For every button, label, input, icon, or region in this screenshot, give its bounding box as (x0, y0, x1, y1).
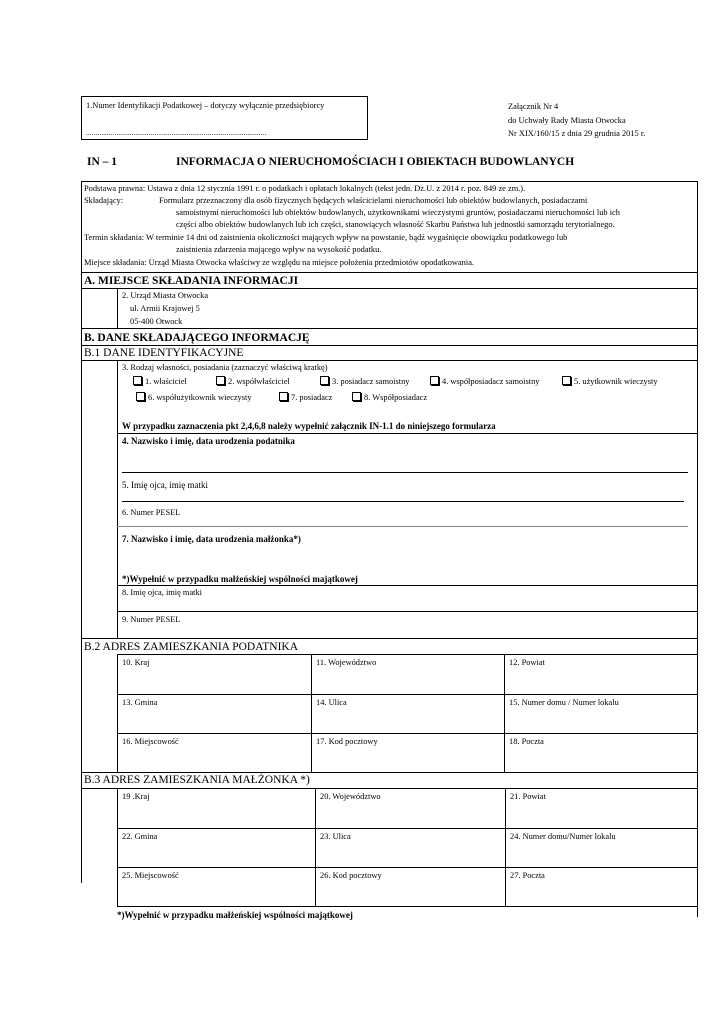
nip-box (81, 96, 368, 140)
field-4-input[interactable] (122, 472, 688, 473)
field-country[interactable]: 10. Kraj (122, 658, 150, 667)
frame-left (81, 181, 82, 883)
column-divider (504, 654, 505, 772)
spouse-field-voivodeship[interactable]: 20. Województwo (320, 792, 381, 801)
field-7-label: 7. Nazwisko i imię, data urodzenia małżonka*) (122, 534, 301, 544)
field-town[interactable]: 16. Miejscowość (122, 737, 179, 746)
option-label: 6. współużytkownik wieczysty (148, 393, 252, 402)
ownership-option-2[interactable] (216, 376, 290, 388)
legal-basis: Podstawa prawna: Ustawa z dnia 12 stycznia 1991 r. o podatkach i opłatach lokalnych (tekst jedn. Dz.U. z 2014 r. poz. 849 ze zm.). (84, 184, 526, 193)
field-street[interactable]: 14. Ulica (316, 698, 347, 707)
checkbox[interactable] (320, 376, 329, 385)
ownership-option-8[interactable] (352, 392, 427, 404)
filers-line-1: Formularz przeznaczony dla osób fizycznych będących właścicielami nieruchomości lub obiektów budowlanych, posiadaczami (159, 196, 588, 205)
option-label: 4. współposiadacz samoistny (442, 377, 540, 386)
filers-line-2: samoistnymi nieruchomości lub obiektów budowlanych, użytkownikami wieczystymi gruntów, posiadaczami nieruchomości lub ich (176, 208, 620, 217)
field-5-label: 5. Imię ojca, imię matki (122, 480, 208, 490)
checkbox[interactable] (430, 376, 439, 385)
field-8-label: 8. Imię ojca, imię matki (122, 588, 203, 597)
ownership-option-7[interactable] (279, 392, 332, 404)
spouse-field-postal-code[interactable]: 26. Kod pocztowy (320, 871, 382, 880)
field-house-number[interactable]: 15. Numer domu / Numer lokalu (509, 698, 619, 707)
spouse-field-county[interactable]: 21. Powiat (510, 792, 546, 801)
row-divider (117, 906, 698, 907)
column-divider (311, 654, 312, 772)
spouse-field-town[interactable]: 25. Miejscowość (122, 871, 179, 880)
inner-left-line (117, 288, 118, 328)
spouse-field-street[interactable]: 23. Ulica (320, 832, 351, 841)
deadline-line-2: zaistnienia zdarzenia mającego wpływ na wysokość podatku. (176, 245, 382, 254)
divider (117, 585, 698, 586)
checkbox[interactable] (133, 376, 142, 385)
divider (81, 328, 698, 329)
divider (81, 638, 698, 639)
ownership-label: 3. Rodzaj własności, posiadania (zaznaczyć właściwą kratkę) (122, 363, 328, 372)
spouse-field-country[interactable]: 19 .Kraj (122, 792, 150, 801)
spouse-field-house-number[interactable]: 24. Numer domu/Numer lokalu (510, 832, 616, 841)
checkbox[interactable] (136, 392, 145, 401)
ownership-option-1[interactable] (133, 376, 187, 388)
place-of-filing: Miejsce składania: Urząd Miasta Otwocka właściwy ze względu na miejsce położenia przedmiotów opodatkowania. (84, 258, 475, 267)
attachment-note: W przypadku zaznaczenia pkt 2,4,6,8 należy wypełnić załącznik IN-1.1 do niniejszego formularza (122, 421, 496, 431)
row-divider (117, 867, 698, 868)
inner-left-line (117, 360, 118, 638)
option-label: 1. właściciel (145, 377, 187, 386)
row-divider (117, 694, 698, 695)
row-divider (117, 733, 698, 734)
form-code: IN – 1 (87, 156, 118, 168)
annex-line-1: Załącznik Nr 4 (508, 102, 559, 111)
inner-left-line (117, 654, 118, 772)
section-a-title: A. MIEJSCE SKŁADANIA INFORMACJI (84, 275, 299, 287)
filers-line-3: części albo obiektów budowlanych lub ich części, stanowiących własność Skarbu Państwa lub jednostki samorządu terytorialnego. (176, 220, 615, 229)
option-label: 8. Współposiadacz (364, 393, 428, 402)
option-label: 7. posiadacz (291, 393, 333, 402)
divider (117, 433, 698, 434)
field-commune[interactable]: 13. Gmina (122, 698, 158, 707)
spouse-field-commune[interactable]: 22. Gmina (122, 832, 158, 841)
option-label: 2. współwłaściciel (228, 377, 290, 386)
divider (117, 611, 698, 612)
field-voivodeship[interactable]: 11. Województwo (316, 658, 377, 667)
inner-left-line (117, 788, 118, 906)
deadline-line-1: Termin składania: W terminie 14 dni od zaistnienia okoliczności mających wpływ na powstanie, bądź wygaśnięcie obowiązku podatkowego lub (84, 233, 568, 242)
annex-line-2: do Uchwały Rady Miasta Otwocka (508, 116, 626, 125)
divider (117, 654, 698, 655)
field-county[interactable]: 12. Powiat (509, 658, 545, 667)
nip-label: 1.Numer Identyfikacji Podatkowej – dotyczy wyłącznie przedsiębiorcy (86, 101, 325, 110)
divider (81, 272, 698, 273)
section-b-title: B. DANE SKŁADAJĄCEGO INFORMACJĘ (84, 332, 310, 344)
field-postal-code[interactable]: 17. Kod pocztowy (316, 737, 378, 746)
divider (81, 360, 698, 361)
divider (81, 288, 698, 289)
office-field-label: 2. Urząd Miasta Otwocka (122, 291, 209, 300)
office-address-line-1: ul. Armii Krajowej 5 (130, 304, 200, 313)
field-6-input[interactable] (117, 526, 688, 527)
checkbox[interactable] (279, 392, 288, 401)
checkbox[interactable] (352, 392, 361, 401)
option-label: 5. użytkownik wieczysty (574, 377, 658, 386)
column-divider (505, 788, 506, 906)
field-9-label: 9. Numer PESEL (122, 615, 181, 624)
spouse-field-post-office[interactable]: 27. Poczta (510, 871, 545, 880)
row-divider (117, 828, 698, 829)
checkbox[interactable] (562, 376, 571, 385)
ownership-option-5[interactable] (562, 376, 658, 388)
option-label: 3. posiadacz samoistny (332, 377, 410, 386)
ownership-option-3[interactable] (320, 376, 409, 388)
spouse-note: *)Wypełnić w przypadku małżeńskiej wspólności majątkowej (122, 574, 358, 584)
column-divider (315, 788, 316, 906)
field-5-input[interactable] (122, 501, 684, 502)
spouse-address-footnote: *)Wypełnić w przypadku małżeńskiej wspólności majątkowej (117, 910, 353, 920)
ownership-option-6[interactable] (136, 392, 252, 404)
field-4-label: 4. Nazwisko i imię, data urodzenia podatnika (122, 436, 295, 446)
frame-top (81, 181, 698, 182)
form-title: INFORMACJA O NIERUCHOMOŚCIACH I OBIEKTACH BUDOWLANYCH (176, 156, 575, 168)
ownership-option-4[interactable] (430, 376, 539, 388)
annex-line-3: Nr XIX/160/15 z dnia 29 grudnia 2015 r. (508, 129, 646, 138)
field-post-office[interactable]: 18. Poczta (509, 737, 544, 746)
field-6-label: 6. Numer PESEL (122, 508, 181, 517)
section-b2-title: B.2 ADRES ZAMIESZKANIA PODATNIKA (84, 641, 299, 653)
checkbox[interactable] (216, 376, 225, 385)
filers-label: Składający: (84, 196, 124, 205)
section-b3-title: B.3 ADRES ZAMIESZKANIA MAŁŻONKA *) (84, 774, 310, 786)
divider (81, 788, 698, 789)
frame-right (697, 181, 698, 917)
nip-input[interactable]: ............................................................................................... (86, 128, 267, 137)
office-address-line-2: 05-400 Otwock (130, 317, 183, 326)
section-b1-title: B.1 DANE IDENTYFIKACYJNE (84, 347, 244, 359)
